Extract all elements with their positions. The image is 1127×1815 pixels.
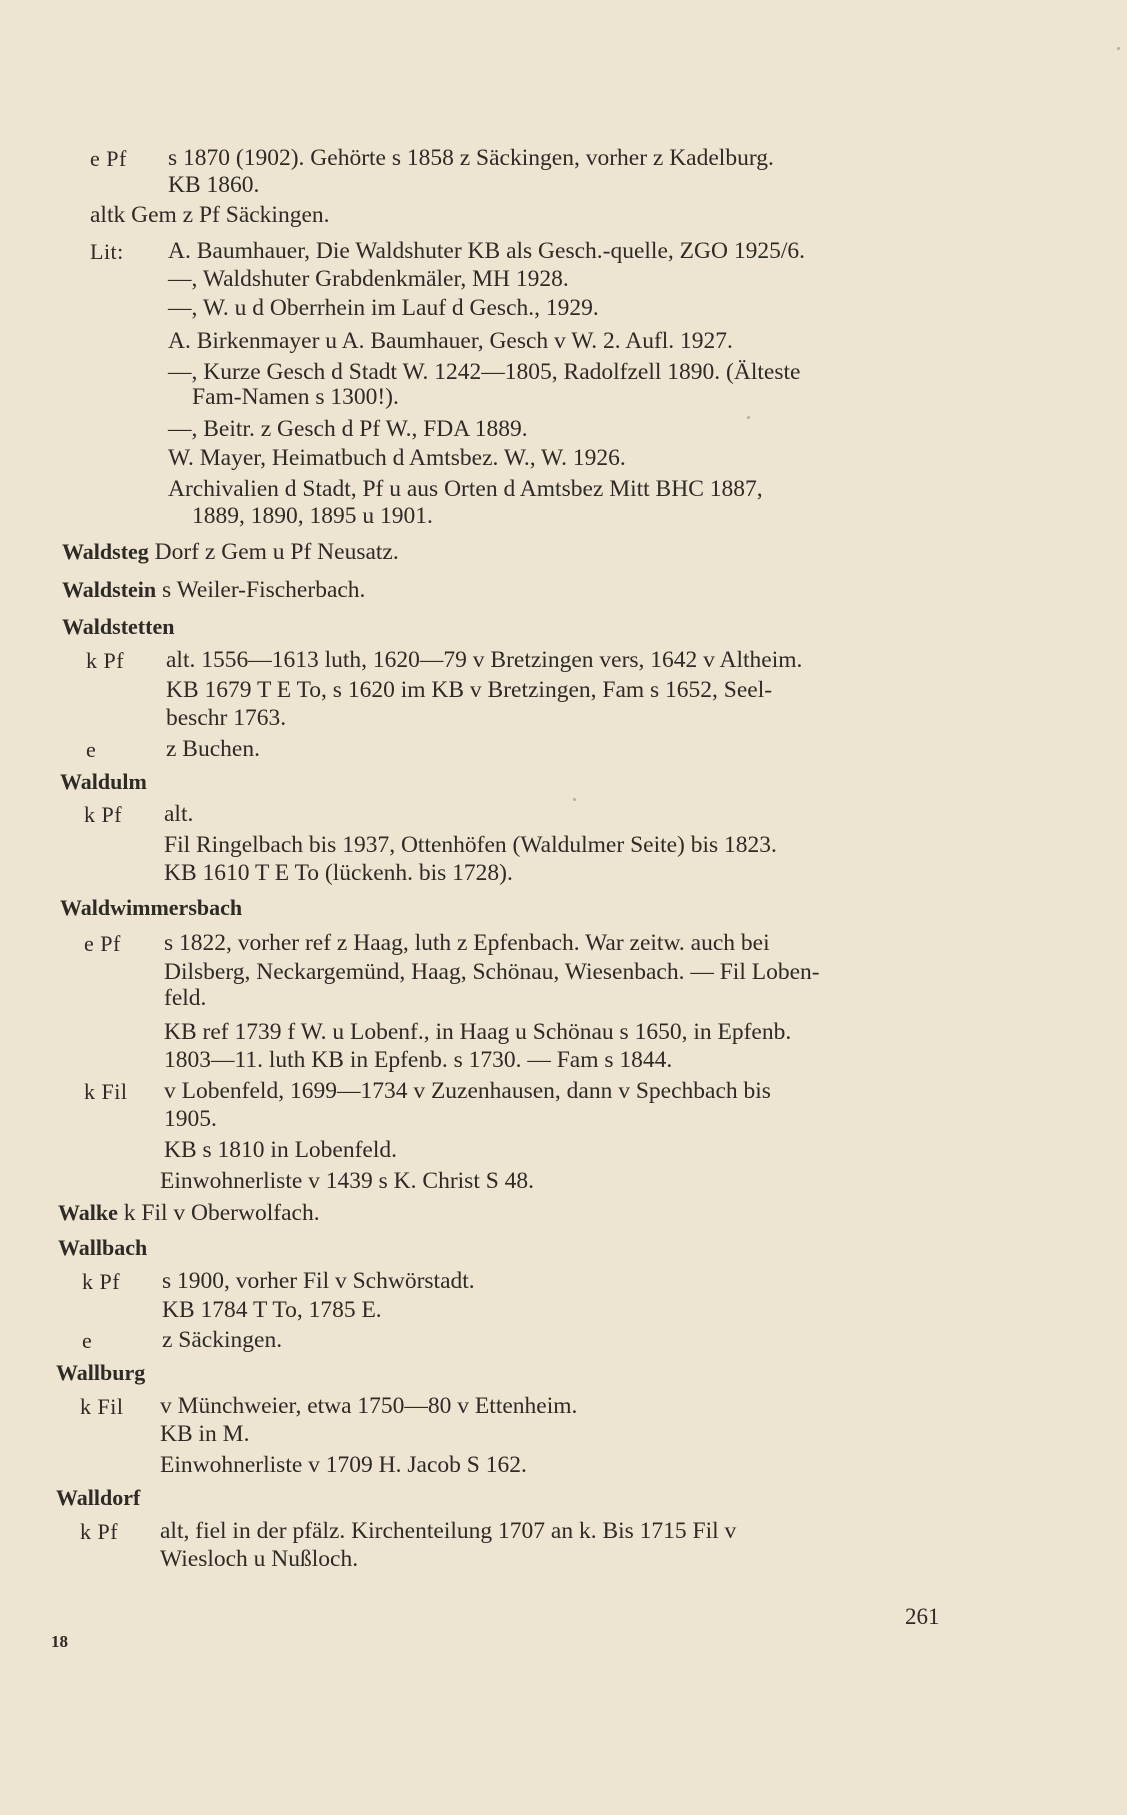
entry-text: Fam-Namen s 1300!). <box>192 384 399 410</box>
entry-text: Einwohnerliste v 1709 H. Jacob S 162. <box>160 1452 527 1478</box>
paper-speck <box>573 798 576 801</box>
entry-text: A. Birkenmayer u A. Baumhauer, Gesch v W. 2. Aufl. 1927. <box>168 328 733 354</box>
entry-heading: Wallburg <box>56 1360 146 1385</box>
entry-label: k Fil <box>84 1079 128 1104</box>
entry-line <box>60 767 147 797</box>
entry-label: e <box>82 1328 93 1353</box>
entry-text: Archivalien d Stadt, Pf u aus Orten d Amtsbez Mitt BHC 1887, <box>168 476 763 502</box>
entry-text: v Lobenfeld, 1699—1734 v Zuzenhausen, dann v Spechbach bis <box>164 1078 771 1104</box>
entry-line <box>164 1135 397 1165</box>
entry-line <box>160 1544 358 1574</box>
entry-line <box>168 474 763 504</box>
entry-text: —, W. u d Oberrhein im Lauf d Gesch., 1929. <box>168 295 599 321</box>
entry-text: KB s 1810 in Lobenfeld. <box>164 1137 398 1163</box>
entry-line <box>164 858 513 888</box>
entry-heading: Walke <box>58 1200 118 1225</box>
entry-line <box>168 326 733 356</box>
entry-text: KB 1679 T E To, s 1620 im KB v Bretzingen, Fam s 1652, Seel- <box>166 677 773 703</box>
entry-line <box>62 612 174 642</box>
entry-text: —, Waldshuter Grabdenkmäler, MH 1928. <box>168 266 569 292</box>
paper-speck <box>1117 47 1120 50</box>
entry-text: altk Gem z Pf Säckingen. <box>90 202 330 228</box>
entry-text: 1889, 1890, 1895 u 1901. <box>192 503 433 529</box>
entry-line <box>160 1166 534 1196</box>
entry-text: s 1822, vorher ref z Haag, luth z Epfenbach. War zeitw. auch bei <box>164 930 770 956</box>
entry-line <box>192 501 433 531</box>
entry-label: k Pf <box>86 648 125 673</box>
entry-line <box>164 1017 791 1047</box>
entry-text: s 1900, vorher Fil v Schwörstadt. <box>162 1268 475 1294</box>
entry-heading: Walldorf <box>56 1485 141 1510</box>
entry-label: Lit: <box>90 239 124 264</box>
entry-text: beschr 1763. <box>166 705 287 731</box>
entry-label: e Pf <box>90 146 127 171</box>
entry-heading: Waldsteg <box>62 539 149 564</box>
entry-text: —, Kurze Gesch d Stadt W. 1242—1805, Radolfzell 1890. (Älteste <box>168 359 801 385</box>
entry-text: 1803—11. luth KB in Epfenb. s 1730. — Fam s 1844. <box>164 1047 673 1073</box>
entry-text: 1905. <box>164 1106 217 1132</box>
entry-label: k Pf <box>80 1519 119 1544</box>
entry-text: v Münchweier, etwa 1750—80 v Ettenheim. <box>160 1393 578 1419</box>
entry-text: KB 1784 T To, 1785 E. <box>162 1297 382 1323</box>
entry-line <box>166 675 772 705</box>
signature-mark: 18 <box>51 1632 68 1651</box>
entry-line <box>58 1198 320 1228</box>
entry-line <box>58 1233 147 1263</box>
entry-line <box>160 1450 527 1480</box>
entry-line <box>168 414 528 444</box>
entry-line <box>90 200 330 230</box>
entry-heading: Waldwimmersbach <box>60 895 243 920</box>
entry-text: z Buchen. <box>166 736 260 762</box>
entry-line <box>166 703 286 733</box>
paper-speck <box>747 416 750 419</box>
page-number: 261 <box>905 1604 940 1629</box>
entry-line <box>56 1483 140 1513</box>
entry-label: k Fil <box>80 1394 124 1419</box>
entry-text: Einwohnerliste v 1439 s K. Christ S 48. <box>160 1168 535 1194</box>
entry-line <box>164 983 206 1013</box>
entry-text: Fil Ringelbach bis 1937, Ottenhöfen (Waldulmer Seite) bis 1823. <box>164 832 777 858</box>
entry-text: A. Baumhauer, Die Waldshuter KB als Gesch.-quelle, ZGO 1925/6. <box>168 238 805 264</box>
entry-line <box>160 1419 249 1449</box>
entry-line <box>164 1104 217 1134</box>
entry-text: Dilsberg, Neckargemünd, Haag, Schönau, Wiesenbach. — Fil Loben- <box>164 959 820 985</box>
entry-text: k Fil v Oberwolfach. <box>123 1200 320 1226</box>
entry-heading: Wallbach <box>58 1235 148 1260</box>
entry-label: k Pf <box>84 802 123 827</box>
entry-text: alt. 1556—1613 luth, 1620—79 v Bretzingen vers, 1642 v Altheim. <box>166 647 803 673</box>
entry-line <box>164 1045 672 1075</box>
entry-line <box>164 957 820 987</box>
entry-line <box>168 264 569 294</box>
entry-text: KB 1860. <box>168 172 260 198</box>
entry-line <box>168 443 626 473</box>
entry-text: s Weiler-Fischerbach. <box>162 577 366 603</box>
entry-text: alt. <box>164 801 194 827</box>
entry-line <box>62 537 399 567</box>
entry-line <box>192 382 399 412</box>
entry-line <box>62 575 365 605</box>
entry-text: Dorf z Gem u Pf Neusatz. <box>154 539 399 565</box>
entry-label: e Pf <box>84 931 121 956</box>
entry-heading: Waldstetten <box>62 614 175 639</box>
entry-text: —, Beitr. z Gesch d Pf W., FDA 1889. <box>168 416 528 442</box>
entry-text: KB 1610 T E To (lückenh. bis 1728). <box>164 860 513 886</box>
entry-line <box>164 830 777 860</box>
entry-heading: Waldstein <box>62 577 157 602</box>
entry-label: k Pf <box>82 1269 121 1294</box>
entry-text: KB in M. <box>160 1421 250 1447</box>
entry-label: e <box>86 737 97 762</box>
entry-text: W. Mayer, Heimatbuch d Amtsbez. W., W. 1926. <box>168 445 626 471</box>
entry-text: z Säckingen. <box>162 1327 283 1353</box>
entry-line <box>168 293 599 323</box>
entry-line <box>56 1358 145 1388</box>
entry-text: Wiesloch u Nußloch. <box>160 1546 359 1572</box>
entry-line <box>168 170 259 200</box>
entry-line <box>60 893 242 923</box>
entry-text: feld. <box>164 985 207 1011</box>
entry-text: alt, fiel in der pfälz. Kirchenteilung 1707 an k. Bis 1715 Fil v <box>160 1518 737 1544</box>
entry-heading: Waldulm <box>60 769 147 794</box>
entry-text: KB ref 1739 f W. u Lobenf., in Haag u Schönau s 1650, in Epfenb. <box>164 1019 792 1045</box>
entry-text: s 1870 (1902). Gehörte s 1858 z Säckingen, vorher z Kadelburg. <box>168 145 774 171</box>
entry-line <box>162 1295 382 1325</box>
